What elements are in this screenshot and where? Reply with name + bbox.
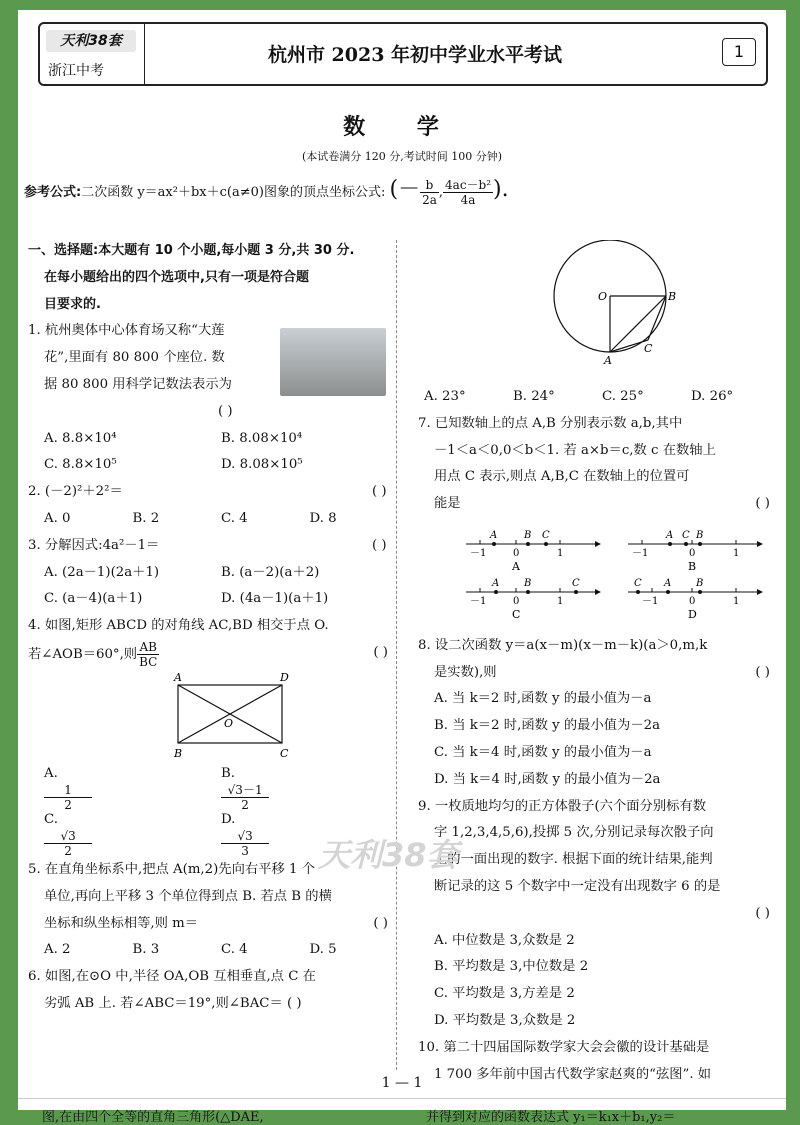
label-a: A bbox=[174, 670, 182, 684]
watermark: 天利38套 bbox=[318, 836, 459, 874]
option: B. 平均数是 3,中位数是 2 bbox=[434, 959, 589, 975]
header-divider bbox=[144, 24, 145, 84]
exam-title: 杭州市 2023 年初中学业水平考试 bbox=[267, 44, 563, 66]
svg-text:B: B bbox=[524, 577, 532, 589]
formula-text: 二次函数 y＝ax²＋bx＋c(a≠0)图象的顶点坐标公式: bbox=[81, 185, 386, 200]
rectangle-figure bbox=[28, 669, 398, 765]
svg-text:1: 1 bbox=[557, 547, 564, 559]
option: B. 8.08×10⁴ bbox=[221, 430, 303, 446]
formula-label: 参考公式: bbox=[24, 185, 82, 200]
q8-stem: 8. 设二次函数 y＝a(x－m)(x－m－k)(a＞0,m,k bbox=[418, 637, 708, 653]
q5-options: A. 2 B. 3 C. 4 D. 5 bbox=[44, 942, 337, 958]
formula-open: (－ bbox=[389, 177, 421, 202]
q10-stem: 10. 第二十四届国际数学家大会会徽的设计基础是 bbox=[418, 1039, 710, 1055]
svg-text:A: A bbox=[492, 577, 500, 589]
section-heading: 一、选择题:本大题有 10 个小题,每小题 3 分,共 30 分. bbox=[28, 243, 355, 258]
svg-text:0: 0 bbox=[689, 595, 696, 607]
svg-text:1: 1 bbox=[733, 547, 740, 559]
svg-text:B: B bbox=[524, 529, 532, 541]
axis-choice-c bbox=[466, 578, 600, 621]
left-column: 一、选择题:本大题有 10 个小题,每小题 3 分,共 30 分. 在每小题给出的四个选项中,只有一项是符合题 目要求的. 1. 杭州奥体中心体育场又称“大莲 花”,里面有 80 800 个座位. 数 据 80 800 用科学记数法表示为 ( ) A. 8.8×10⁴ B. 8.08×10⁴ C. 8.8×10⁵ D. 8.08×10⁵ 2. (－2)²＋2²＝ ( ) A. 0 B. 2 C. 4 D. 8 3. 分解因式:4a²－1＝ ( ) A. (2a－1)(2a＋1) B. (a－2)(a＋2) C. (a－4)(a＋1) D. (4a－1)(a＋1) 4. 如图,矩形 ABCD 的对角线 AC,BD 相交于点 O. 若∠AOB＝60°,则 $\frac{AB}{BC}$ ( ) A D B C O A. $\frac{1}{2}$ B. $\frac{√3-1}{2}$ C. $\frac{√3}{2}$ D. $\frac{√3}{3}$ 5. 在直角坐标系中,把点 A(m,2)先向右平移 1 个 单位,再向上平移 3 个单位得到点 B. 若点 B 的横 坐标和纵坐标相等,则 m＝ ( ) A. 2 B. 3 C. 4 D. 5 6. 如图,在⊙O 中,半径 OA,OB 互相垂直,点 C 在 劣弧 AB 上. 若∠ABC＝19°,则∠BAC＝ ( ) bbox=[28, 238, 398, 1018]
q4-options: A. $\frac{1}{2}$ B. $\frac{√3-1}{2}$ C. $\frac{√3}{2}$ D. $\frac{√3}{3}$ bbox=[28, 765, 398, 857]
label-b: B bbox=[668, 290, 677, 303]
q4-fraction: $\frac{AB}{BC}$ bbox=[139, 639, 158, 669]
q1-answer-paren: ( ) bbox=[218, 403, 233, 419]
q7-stem: 7. 已知数轴上的点 A,B 分别表示数 a,b,其中 bbox=[418, 415, 683, 431]
q6-options: A. 23° B. 24° C. 25° D. 26° bbox=[424, 389, 734, 404]
option: C. 当 k＝4 时,函数 y 的最小值为－a bbox=[434, 744, 652, 760]
label-d: D bbox=[280, 670, 289, 684]
label-b: B bbox=[174, 746, 183, 760]
option: A. 中位数是 3,众数是 2 bbox=[434, 932, 575, 948]
option: A. 8.8×10⁴ bbox=[44, 430, 117, 446]
header-box bbox=[38, 22, 768, 86]
circle-figure bbox=[518, 240, 698, 370]
svg-text:C: C bbox=[542, 529, 550, 541]
option: D. 当 k＝4 时,函数 y 的最小值为－2a bbox=[434, 771, 661, 787]
label-c: C bbox=[280, 746, 289, 760]
label-o: O bbox=[598, 290, 608, 303]
svg-text:C: C bbox=[634, 577, 642, 589]
right-column: A. 23° B. 24° C. 25° D. 26° 7. 已知数轴上的点 A,B 分别表示数 a,b,其中 －1＜a＜0,0＜b＜1. 若 a×b＝c,数 c 在数轴上 用点 C 表示,则点 A,B,C 在数轴上的位置可 能是 ( ) A B C －1 0 1 A A C B －1 0 1 B A B C －1 0 1 C C A B －1 0 1 D 8. 设二次函数 y＝a(x－m)(x－m－k)(a＞0,m,k 是实数),则 ( ) A. 当 k＝2 时,函数 y 的最小值为－a B. 当 k＝2 时,函数 y 的最小值为－2a C. 当 k＝4 时,函数 y 的最小值为－a D. 当 k＝4 时,函数 y 的最小值为－2a 9. 一枚质地均匀的正方体骰子(六个面分别标有数 字 1,2,3,4,5,6),投掷 5 次,分别记录每次骰子向 上的一面出现的数字. 根据下面的统计结果,能判 断记录的这 5 个数字中一定没有出现数字 6 的是 ( ) A. 中位数是 3,众数是 2 B. 平均数是 3,中位数是 2 C. 平均数是 3,方差是 2 D. 平均数是 3,众数是 2 10. 第二十四届国际数学家大会会徽的设计基础是 1 700 多年前中国古代数学家赵爽的“弦图”. 如 bbox=[418, 384, 780, 1088]
page-break-line bbox=[18, 1098, 786, 1099]
q3-options: A. (2a－1)(2a＋1) B. (a－2)(a＋2) C. (a－4)(a＋1) D. (4a－1)(a＋1) bbox=[44, 564, 329, 607]
q2-stem: 2. (－2)²＋2²＝ ( ) bbox=[28, 484, 387, 500]
q1-stem: 1. 杭州奥体中心体育场又称“大莲 bbox=[28, 323, 225, 339]
formula-close: ). bbox=[493, 177, 509, 202]
svg-text:0: 0 bbox=[513, 547, 520, 559]
svg-text:B: B bbox=[696, 529, 704, 541]
svg-text:C: C bbox=[682, 529, 690, 541]
svg-text:C: C bbox=[512, 607, 521, 621]
q4-stem: 4. 如图,矩形 ABCD 的对角线 AC,BD 相交于点 O. bbox=[28, 618, 329, 634]
svg-text:A: A bbox=[512, 559, 520, 573]
page-number-badge: 1 bbox=[722, 38, 756, 66]
label-c: C bbox=[644, 342, 653, 355]
fraction-b-2a: $\frac{b}{2a}$ bbox=[422, 178, 437, 207]
svg-text:A: A bbox=[666, 529, 674, 541]
q1-options bbox=[28, 426, 398, 480]
number-line-choices bbox=[418, 518, 780, 622]
option: B. 当 k＝2 时,函数 y 的最小值为－2a bbox=[434, 718, 661, 734]
subject-title: 数 学 bbox=[343, 114, 461, 140]
exam-page bbox=[18, 10, 786, 1125]
label-o: O bbox=[224, 716, 234, 730]
brand-label: 浙江中考 bbox=[48, 63, 104, 79]
svg-text:－1: －1 bbox=[642, 595, 659, 607]
q9-answer-paren: ( ) bbox=[755, 905, 770, 921]
option: D. 8.08×10⁵ bbox=[221, 457, 303, 473]
svg-text:0: 0 bbox=[689, 547, 696, 559]
brand-logo: 天利38套 bbox=[46, 30, 136, 52]
next-page-preview: 图,在由四个全等的直角三角形(△DAE, 并得到对应的函数表达式 y₁＝k₁x＋b₁,y₂＝ bbox=[42, 1110, 676, 1125]
svg-text:1: 1 bbox=[557, 595, 564, 607]
fraction-vertex-y: $\frac{\text{4ac－b²}}{4a}$ bbox=[445, 178, 492, 207]
svg-text:C: C bbox=[572, 577, 580, 589]
q9-stem: 9. 一枚质地均匀的正方体骰子(六个面分别标有数 bbox=[418, 798, 707, 814]
q3-stem: 3. 分解因式:4a²－1＝ ( ) bbox=[28, 537, 387, 553]
axis-choice-d bbox=[628, 578, 762, 621]
option: D. 平均数是 3,众数是 2 bbox=[434, 1012, 576, 1028]
axis-choice-b bbox=[628, 530, 762, 573]
svg-text:B: B bbox=[688, 559, 697, 573]
svg-text:A: A bbox=[664, 577, 672, 589]
axis-choice-a bbox=[466, 530, 600, 573]
option: C. 8.8×10⁵ bbox=[44, 457, 117, 473]
svg-text:－1: －1 bbox=[470, 547, 487, 559]
svg-text:D: D bbox=[688, 607, 697, 621]
label-a: A bbox=[604, 354, 612, 367]
svg-text:B: B bbox=[696, 577, 704, 589]
reference-formula: 参考公式:二次函数 y＝ax²＋bx＋c(a≠0)图象的顶点坐标公式: (－ $\frac{b}{2a}$ , $\frac{\text{4ac－b²}}{4a}$ ). bbox=[24, 177, 509, 207]
page-footer: 1 — 1 bbox=[381, 1075, 423, 1091]
svg-text:1: 1 bbox=[733, 595, 740, 607]
stadium-photo bbox=[280, 328, 386, 396]
q2-options: A. 0 B. 2 C. 4 D. 8 bbox=[44, 510, 337, 526]
q5-stem: 5. 在直角坐标系中,把点 A(m,2)先向右平移 1 个 bbox=[28, 861, 316, 877]
q6-stem: 6. 如图,在⊙O 中,半径 OA,OB 互相垂直,点 C 在 bbox=[28, 969, 316, 985]
svg-text:0: 0 bbox=[513, 595, 520, 607]
svg-text:A: A bbox=[490, 529, 498, 541]
svg-text:－1: －1 bbox=[470, 595, 487, 607]
svg-text:－1: －1 bbox=[632, 547, 649, 559]
option: C. 平均数是 3,方差是 2 bbox=[434, 986, 575, 1002]
exam-note: (本试卷满分 120 分,考试时间 100 分钟) bbox=[301, 150, 503, 163]
option: A. 当 k＝2 时,函数 y 的最小值为－a bbox=[434, 691, 652, 707]
